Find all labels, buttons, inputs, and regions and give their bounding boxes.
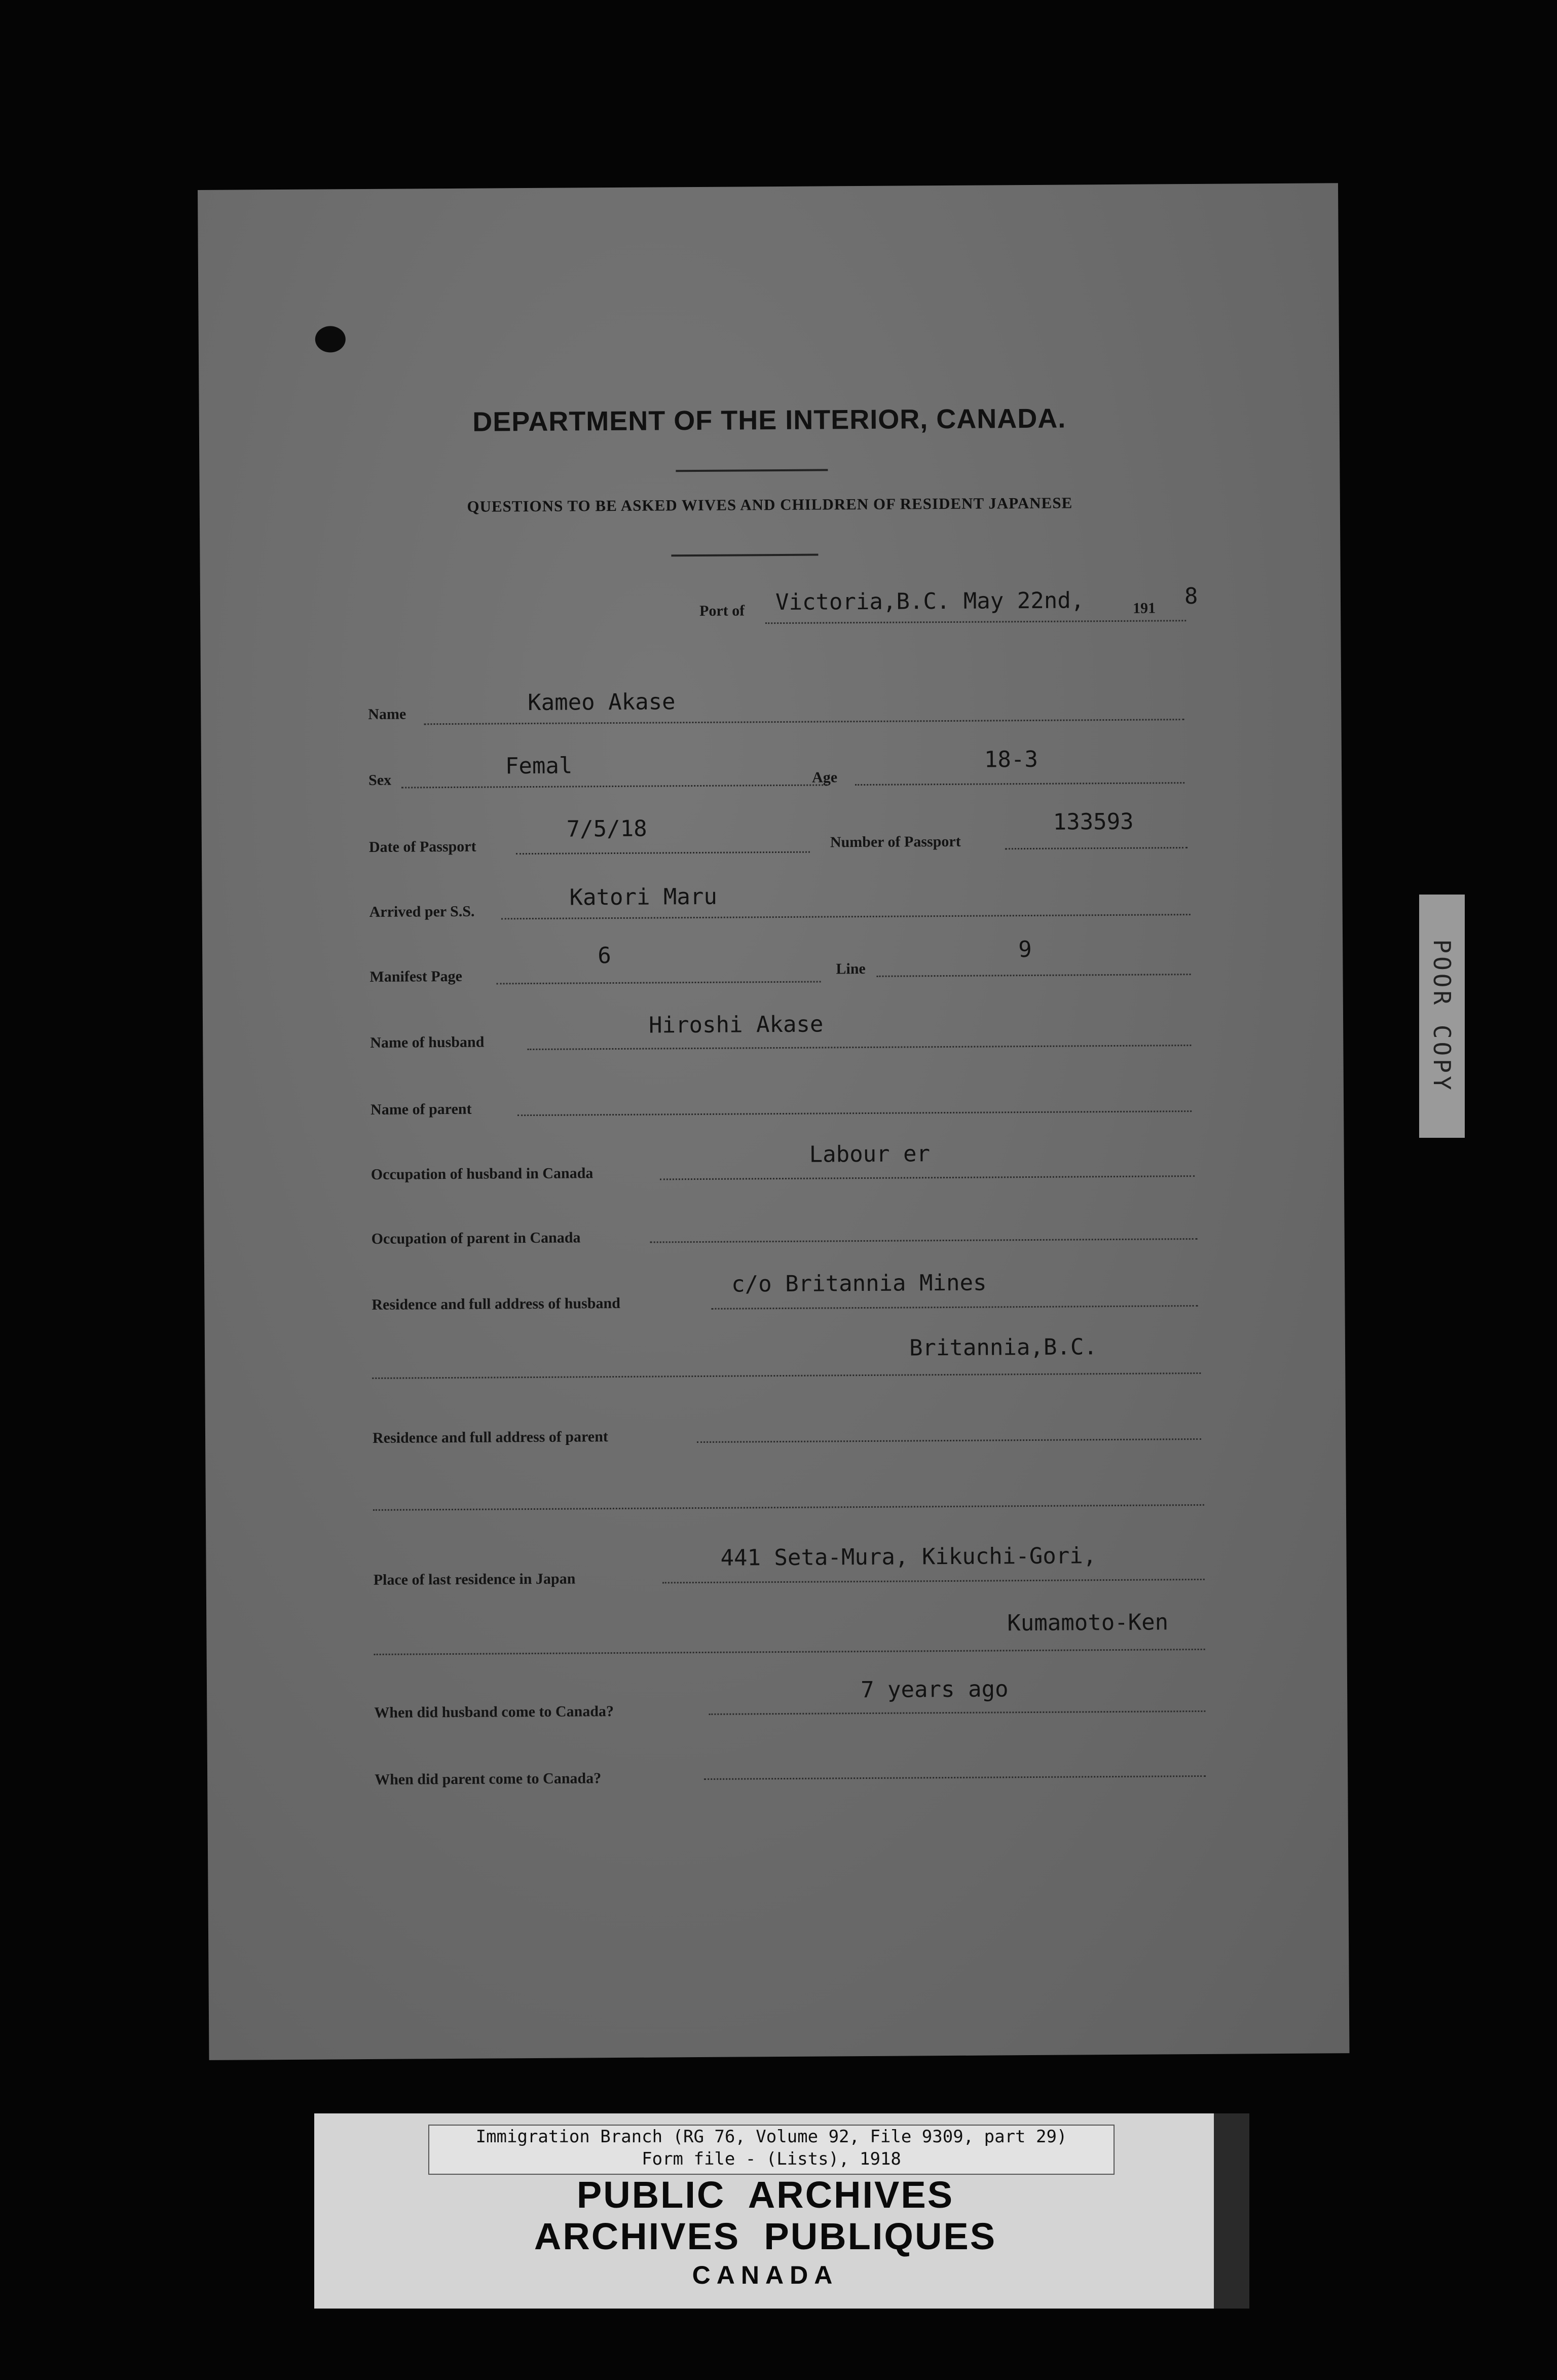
residence-husband-label: Residence and full address of husband — [372, 1294, 620, 1313]
poor-copy-text: POOR COPY — [1428, 939, 1456, 1093]
date-of-passport-label: Date of Passport — [368, 838, 476, 856]
port-line — [765, 620, 1186, 624]
occupation-parent-label: Occupation of parent in Canada — [371, 1229, 581, 1247]
occupation-parent-line — [650, 1238, 1198, 1243]
manifest-page-label: Manifest Page — [369, 968, 463, 985]
archive-reference — [428, 2125, 1115, 2175]
last-residence-japan-label: Place of last residence in Japan — [373, 1570, 576, 1588]
occupation-husband-label: Occupation of husband in Canada — [370, 1165, 594, 1183]
name-value: Kameo Akase — [528, 689, 676, 716]
occupation-husband-line — [660, 1175, 1195, 1180]
parent-came-line — [704, 1775, 1206, 1780]
residence-husband-value-2: Britannia,B.C. — [909, 1334, 1098, 1361]
last-residence-japan-line-2 — [374, 1649, 1205, 1655]
last-residence-japan-line-1 — [662, 1579, 1205, 1584]
department-title: DEPARTMENT OF THE INTERIOR, CANADA. — [472, 403, 1066, 437]
residence-parent-label: Residence and full address of parent — [372, 1428, 608, 1446]
port-value: Victoria,B.C. May 22nd, — [775, 587, 1085, 616]
port-year-digit: 8 — [1184, 583, 1198, 610]
husband-came-line — [709, 1710, 1205, 1715]
port-label: Port of — [699, 602, 745, 619]
archive-card-edge — [1214, 2113, 1249, 2309]
line-label: Line — [836, 960, 866, 978]
name-of-husband-line — [527, 1045, 1191, 1050]
punch-hole — [315, 326, 346, 352]
immigration-form — [198, 183, 1349, 2060]
archive-reference-line-2: Form file - (Lists), 1918 — [642, 2149, 901, 2169]
husband-came-label: When did husband come to Canada? — [374, 1703, 614, 1721]
age-line — [855, 782, 1184, 786]
manifest-page-value: 6 — [598, 943, 611, 969]
arrived-per-ss-line — [501, 914, 1191, 919]
name-of-parent-line — [517, 1110, 1192, 1116]
archive-reference-line-1: Immigration Branch (RG 76, Volume 92, File 9309, part 29) — [475, 2127, 1067, 2147]
occupation-husband-value: Labour er — [809, 1141, 931, 1168]
form-subtitle: QUESTIONS TO BE ASKED WIVES AND CHILDREN OF RESIDENT JAPANESE — [467, 494, 1073, 515]
poor-copy-stamp — [1419, 895, 1465, 1138]
residence-husband-value-1: c/o Britannia Mines — [731, 1270, 987, 1297]
manifest-page-line — [497, 981, 821, 985]
name-of-husband-label: Name of husband — [370, 1033, 485, 1051]
last-residence-japan-value-2: Kumamoto-Ken — [1007, 1609, 1169, 1637]
age-value: 18-3 — [984, 746, 1039, 773]
number-of-passport-line — [1005, 847, 1188, 849]
age-label: Age — [812, 769, 838, 786]
sex-label: Sex — [368, 771, 392, 789]
port-year-prefix: 191 — [1132, 600, 1156, 617]
name-line — [424, 719, 1184, 725]
line-value: 9 — [1018, 936, 1032, 963]
residence-husband-line-1 — [711, 1305, 1198, 1310]
number-of-passport-value: 133593 — [1053, 808, 1134, 835]
title-divider — [676, 469, 828, 472]
archive-line-archives-publiques: ARCHIVES PUBLIQUES — [534, 2215, 997, 2257]
residence-parent-line-2 — [373, 1504, 1204, 1511]
husband-came-value: 7 years ago — [860, 1676, 1009, 1703]
sex-line — [401, 784, 827, 788]
line-line — [876, 974, 1191, 977]
name-of-husband-value: Hiroshi Akase — [648, 1011, 824, 1038]
date-of-passport-line — [516, 851, 810, 855]
date-of-passport-value: 7/5/18 — [566, 815, 647, 842]
arrived-per-ss-label: Arrived per S.S. — [369, 903, 475, 920]
archive-line-public-archives: PUBLIC ARCHIVES — [576, 2174, 954, 2216]
sex-value: Femal — [505, 753, 573, 779]
residence-parent-line-1 — [697, 1438, 1201, 1443]
name-label: Name — [368, 705, 406, 723]
name-of-parent-label: Name of parent — [370, 1100, 472, 1118]
archive-card — [314, 2113, 1249, 2309]
number-of-passport-label: Number of Passport — [830, 833, 961, 851]
residence-husband-line-2 — [372, 1372, 1201, 1379]
parent-came-label: When did parent come to Canada? — [375, 1770, 602, 1788]
archive-line-canada: CANADA — [692, 2261, 839, 2289]
last-residence-japan-value-1: 441 Seta-Mura, Kikuchi-Gori, — [720, 1543, 1097, 1571]
arrived-per-ss-value: Katori Maru — [569, 883, 718, 911]
subtitle-divider — [671, 554, 818, 557]
